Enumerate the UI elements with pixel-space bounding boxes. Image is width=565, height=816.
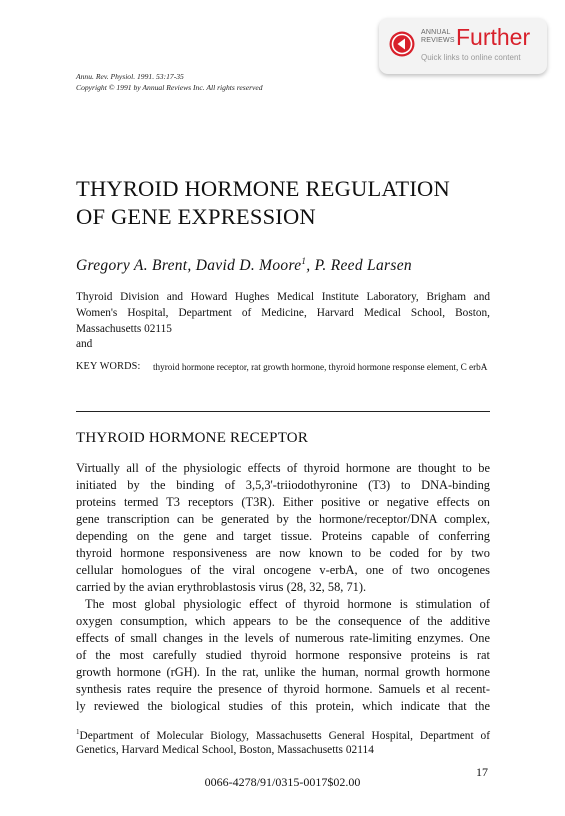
body-line: proteins termed T3 receptors (T3R). Either positive or negative effects on [76, 495, 490, 509]
further-badge[interactable] [379, 18, 547, 74]
article-title-line-2: OF GENE EXPRESSION [76, 204, 316, 229]
body-line: effects of small changes in the levels of numerous rate-limiting enzymes. One [76, 631, 490, 645]
body-line: ly reviewed the biological studies of this protein, which indicate that the [76, 699, 490, 713]
body-line: gene transcription can be generated by the hormone/receptor/DNA complex, [76, 512, 490, 526]
badge-annual-text: ANNUAL [421, 29, 451, 36]
body-line: of the most carefully studied thyroid hormone responsive proteins is rat [76, 648, 490, 662]
footnote-text: Department of Molecular Biology, Massachusetts General Hospital, Department of [79, 729, 490, 742]
body-line: thyroid hormone responsiveness are now known to be coded for by two [76, 546, 490, 560]
author-list [76, 256, 412, 275]
body-line: depending on the gene and target tissue. Proteins capable of conferring [76, 529, 490, 543]
keywords-label: KEY WORDS: [76, 361, 141, 372]
section-divider [76, 411, 490, 412]
footnote-line-1 [76, 728, 490, 742]
footnote-line-2: Genetics, Harvard Medical School, Boston, Massachusetts 02114 [76, 744, 374, 756]
section-heading: THYROID HORMONE RECEPTOR [76, 430, 309, 446]
body-line: Virtually all of the physiologic effects of thyroid hormone are thought to be [76, 461, 490, 475]
body-line: cellular homologues of the viral oncogene v-erbA, one of two oncogenes [76, 563, 490, 577]
author-footnote-marker: 1 [301, 256, 307, 266]
author-names-continued: , P. Reed Larsen [306, 257, 412, 275]
body-line: The most global physiologic effect of thyroid hormone is stimulation of [85, 597, 490, 611]
copyright-notice: Copyright © 1991 by Annual Reviews Inc. All rights reserved [76, 83, 263, 92]
affiliation-and: and [76, 338, 93, 350]
affiliation-line-2: Women's Hospital, Department of Medicine, Harvard Medical School, Boston, [76, 307, 490, 319]
body-line: synthesis rates require the presence of thyroid hormone. Samuels et al recent- [76, 682, 490, 696]
body-line: carried by the avian erythroblastosis virus (28, 32, 58, 71). [76, 580, 367, 594]
page-number: 17 [476, 765, 488, 779]
body-line: oxygen consumption, which appears to be the consequence of the additive [76, 614, 490, 628]
article-title-line-1: THYROID HORMONE REGULATION [76, 176, 450, 201]
author-names: Gregory A. Brent, David D. Moore [76, 257, 302, 275]
badge-reviews-text: REVIEWS [421, 37, 455, 44]
body-line: initiated by the binding of 3,5,3'-triiodothyronine (T3) to DNA-binding [76, 478, 490, 492]
journal-citation: Annu. Rev. Physiol. 1991. 53:17-35 [76, 72, 184, 81]
badge-further-text: Further [456, 24, 531, 50]
affiliation-line-1: Thyroid Division and Howard Hughes Medical Institute Laboratory, Brigham and [76, 291, 490, 303]
footnote-marker: 1 [76, 728, 80, 736]
keywords-text: thyroid hormone receptor, rat growth hormone, thyroid hormone response element, C erbA [153, 362, 488, 372]
badge-tagline: Quick links to online content [421, 53, 521, 62]
body-line: growth hormone (rGH). In the rat, unlike the human, normal growth hormone [76, 665, 490, 679]
affiliation-line-3: Massachusetts 02115 [76, 323, 172, 335]
further-arrow-icon [389, 31, 415, 57]
price-code: 0066-4278/91/0315-0017$02.00 [204, 775, 361, 789]
